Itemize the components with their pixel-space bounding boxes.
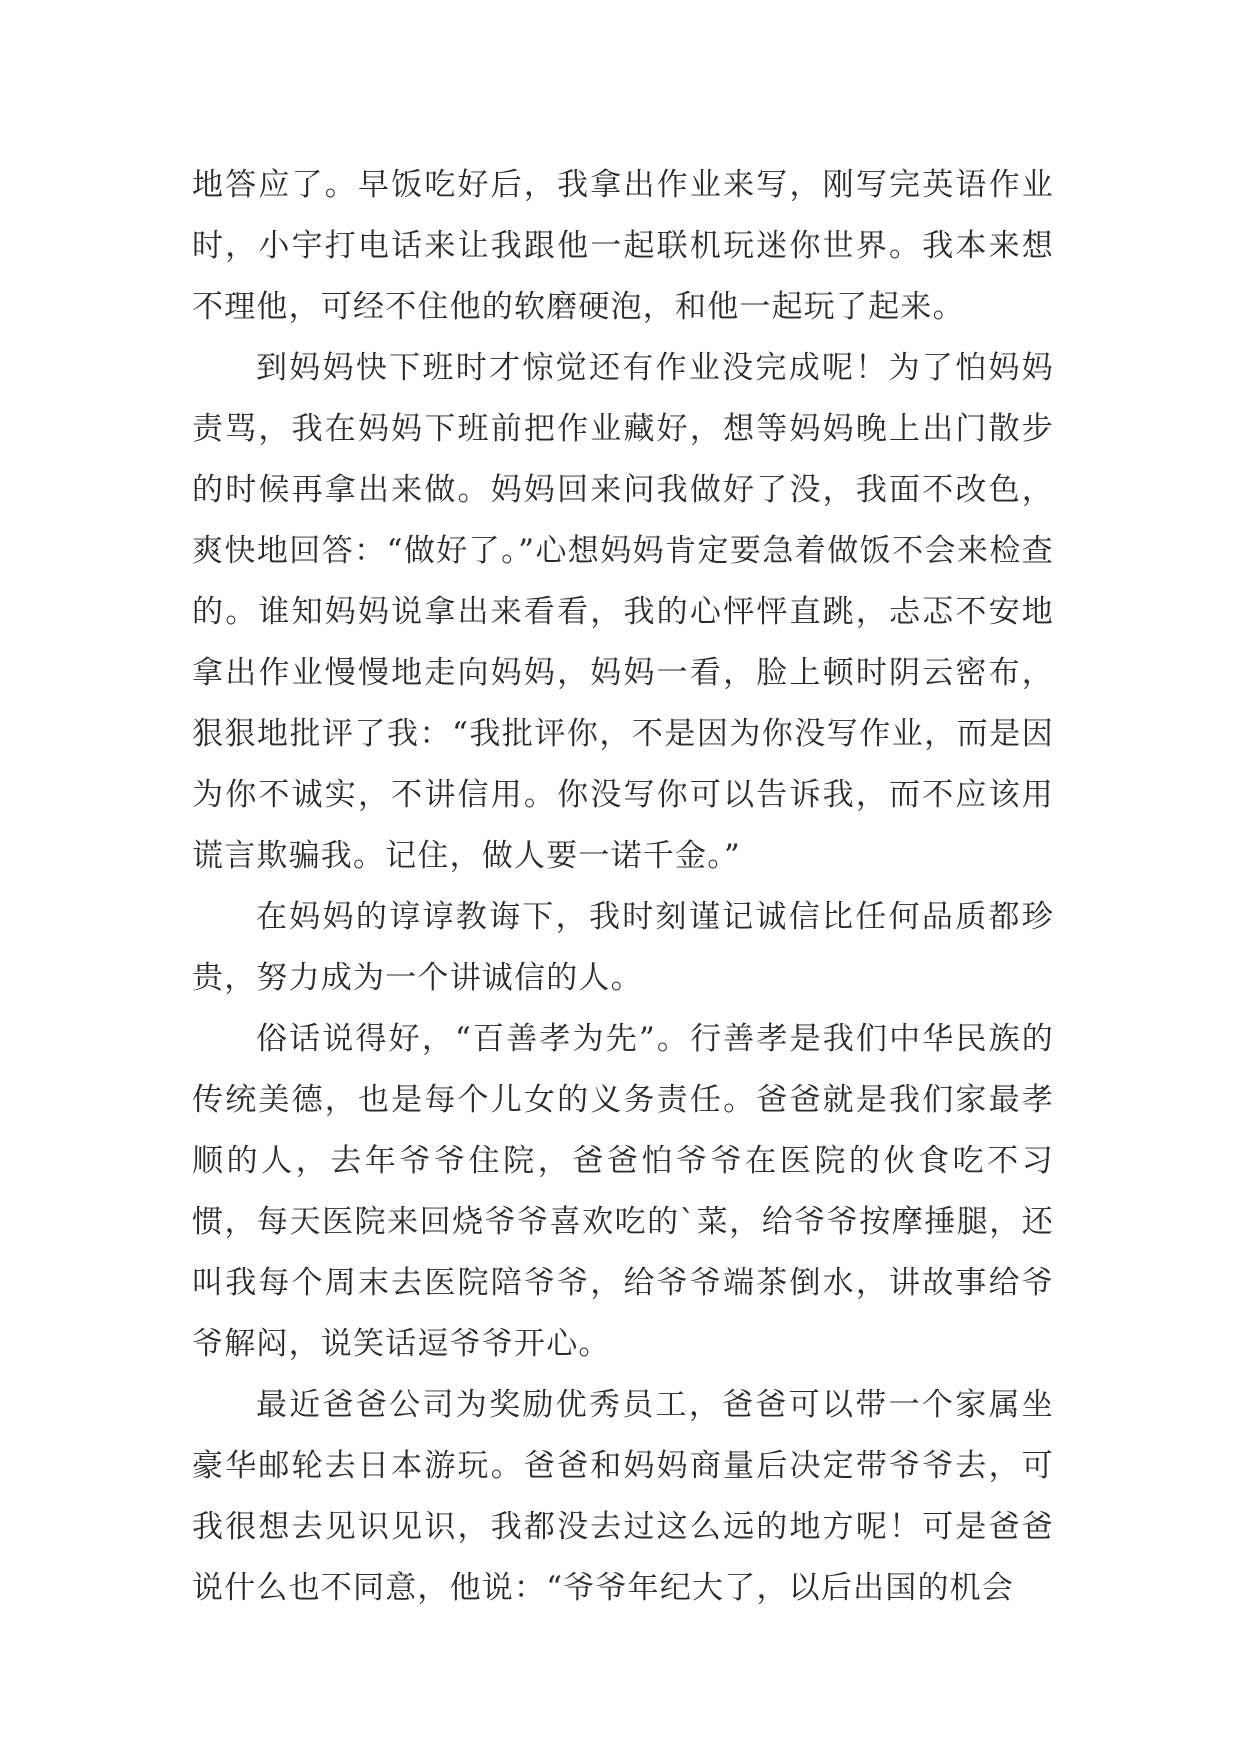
paragraph-5: 最近爸爸公司为奖励优秀员工，爸爸可以带一个家属坐豪华邮轮去日本游玩。爸爸和妈妈商量后决定带爷爷去，可我很想去见识见识，我都没去过这么远的地方呢！可是爸爸说什么也不同意，他说：“爷爷年纪大了，以后出国的机会 [192, 1387, 1054, 1606]
paragraph-3: 在妈妈的谆谆教诲下，我时刻谨记诚信比任何品质都珍贵，努力成为一个讲诚信的人。 [192, 899, 1054, 996]
paragraph-1: 地答应了。早饭吃好后，我拿出作业来写，刚写完英语作业时，小宇打电话来让我跟他一起联机玩迷你世界。我本来想不理他，可经不住他的软磨硬泡，和他一起玩了起来。 [192, 167, 1054, 325]
document-body [192, 155, 1054, 1619]
paragraph-2: 到妈妈快下班时才惊觉还有作业没完成呢！为了怕妈妈责骂，我在妈妈下班前把作业藏好，想等妈妈晚上出门散步的时候再拿出来做。妈妈回来问我做好了没，我面不改色，爽快地回答：“做好了。”心想妈妈肯定要急着做饭不会来检查的。谁知妈妈说拿出来看看，我的心怦怦直跳，忐忑不安地拿出作业慢慢地走向妈妈，妈妈一看，脸上顿时阴云密布，狠狠地批评了我：“我批评你，不是因为你没写作业，而是因为你不诚实，不讲信用。你没写你可以告诉我，而不应该用谎言欺骗我。记住，做人要一诺千金。” [192, 350, 1054, 874]
paragraph-4: 俗话说得好，“百善孝为先”。行善孝是我们中华民族的传统美德，也是每个儿女的义务责任。爸爸就是我们家最孝顺的人，去年爷爷住院，爸爸怕爷爷在医院的伙食吃不习惯，每天医院来回烧爷爷喜欢吃的`菜，给爷爷按摩捶腿，还叫我每个周末去医院陪爷爷，给爷爷端茶倒水，讲故事给爷爷解闷，说笑话逗爷爷开心。 [192, 1021, 1054, 1362]
